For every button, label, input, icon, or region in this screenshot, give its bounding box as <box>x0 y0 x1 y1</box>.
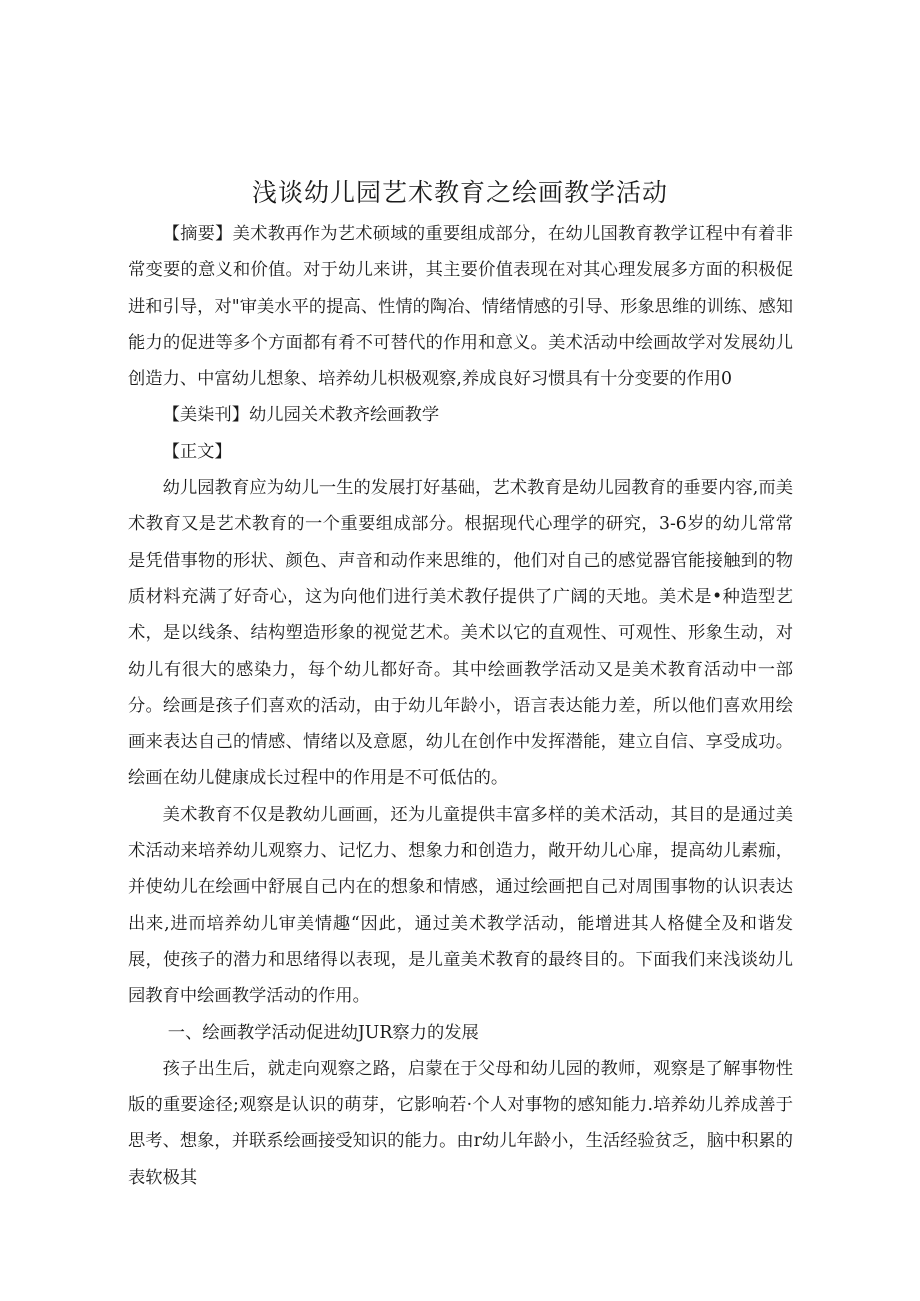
body-label: 【正文】 <box>162 441 232 462</box>
body-paragraph-1: 幼儿园教育应为幼儿一生的发展打好基础，艺术教育是幼儿园教育的垂要内容,而美术教育又是艺术教育的一个重要组成部分。根据现代心理学的研究，3-6岁的幼儿常常是凭借事物的形状、颜色、声音和动作来思维的，他们对自己的感觉器官能接触到的物质材料充满了好奇心，这为向他们进行美术教仔提供了广阔的天地。美术是•种造型艺术，是以线条、结构塑造形象的视觉艺术。美术以它的直观性、可观性、形象生动，对幼儿有很大的感染力，每个幼儿都好奇。其中绘画教学活动又是美术教育活动中一部分。绘画是孩子们喜欢的活动，由于幼儿年龄小，语言表达能力差，所以他们喜欢用绘画来表达自己的情感、情绪以及意愿，幼儿在创作中发挥潜能，建立自信、享受成功。绘画在幼儿健康成长过程中的作用是不可低估的。 <box>128 478 793 789</box>
section-heading-1: 一、绘画教学活动促进幼JUR察力的发展 <box>167 1022 479 1043</box>
document-title: 浅谈幼儿园艺术教育之绘画教学活动 <box>251 178 668 207</box>
body-paragraph-2: 美术教育不仅是教幼儿画画，还为儿童提供丰富多样的美术活动，其目的是通过美术活动来培养幼儿观察力、记忆力、想象力和创造力，敞开幼儿心扉，提高幼儿素痂，并使幼儿在绘画中舒展自己内在的想象和情感，通过绘画把自己对周围事物的认识表达出来,进而培养幼儿审美情趣“因此，通过美术教学活动，能增进其人格健全及和谐发展，使孩子的潜力和思绪得以表现，是儿童美术教育的最终目的。下面我们来浅谈幼儿园教育中绘画教学活动的作用。 <box>128 804 793 1007</box>
abstract-paragraph: 【摘要】美术教再作为艺术硕域的重要组成部分，在幼儿国教育教学讧程中有着非常变要的意义和价值。对于幼儿来讲，其主要价值表现在对其心理发展多方面的积极促进和引导，对"审美水平的提高、性情的陶冶、情绪情感的引导、形象思维的训练、感知能力的促进等多个方面都有肴不可替代的作用和意义。美术活动中绘画故学对发展幼儿创造力、中富幼儿想象、培养幼儿枳极观察,养成良好习惯具有十分变要的作用0 <box>128 224 793 390</box>
document-body <box>128 216 793 1196</box>
body-paragraph-3: 孩子出生后，就走向观察之路，启蒙在于父母和幼儿园的教师，观察是了解事物性版的重要途径;观察是认识的萌芽，它影响若·个人对事物的感知能力.培养幼儿养成善于思考、想象，并联系绘画接受知识的能力。由r幼儿年龄小，生活经验贫乏，脑中积累的表软极其 <box>128 1058 793 1188</box>
keywords-line: 【美柒刊】幼儿园关术教齐绘画教学 <box>162 405 440 426</box>
